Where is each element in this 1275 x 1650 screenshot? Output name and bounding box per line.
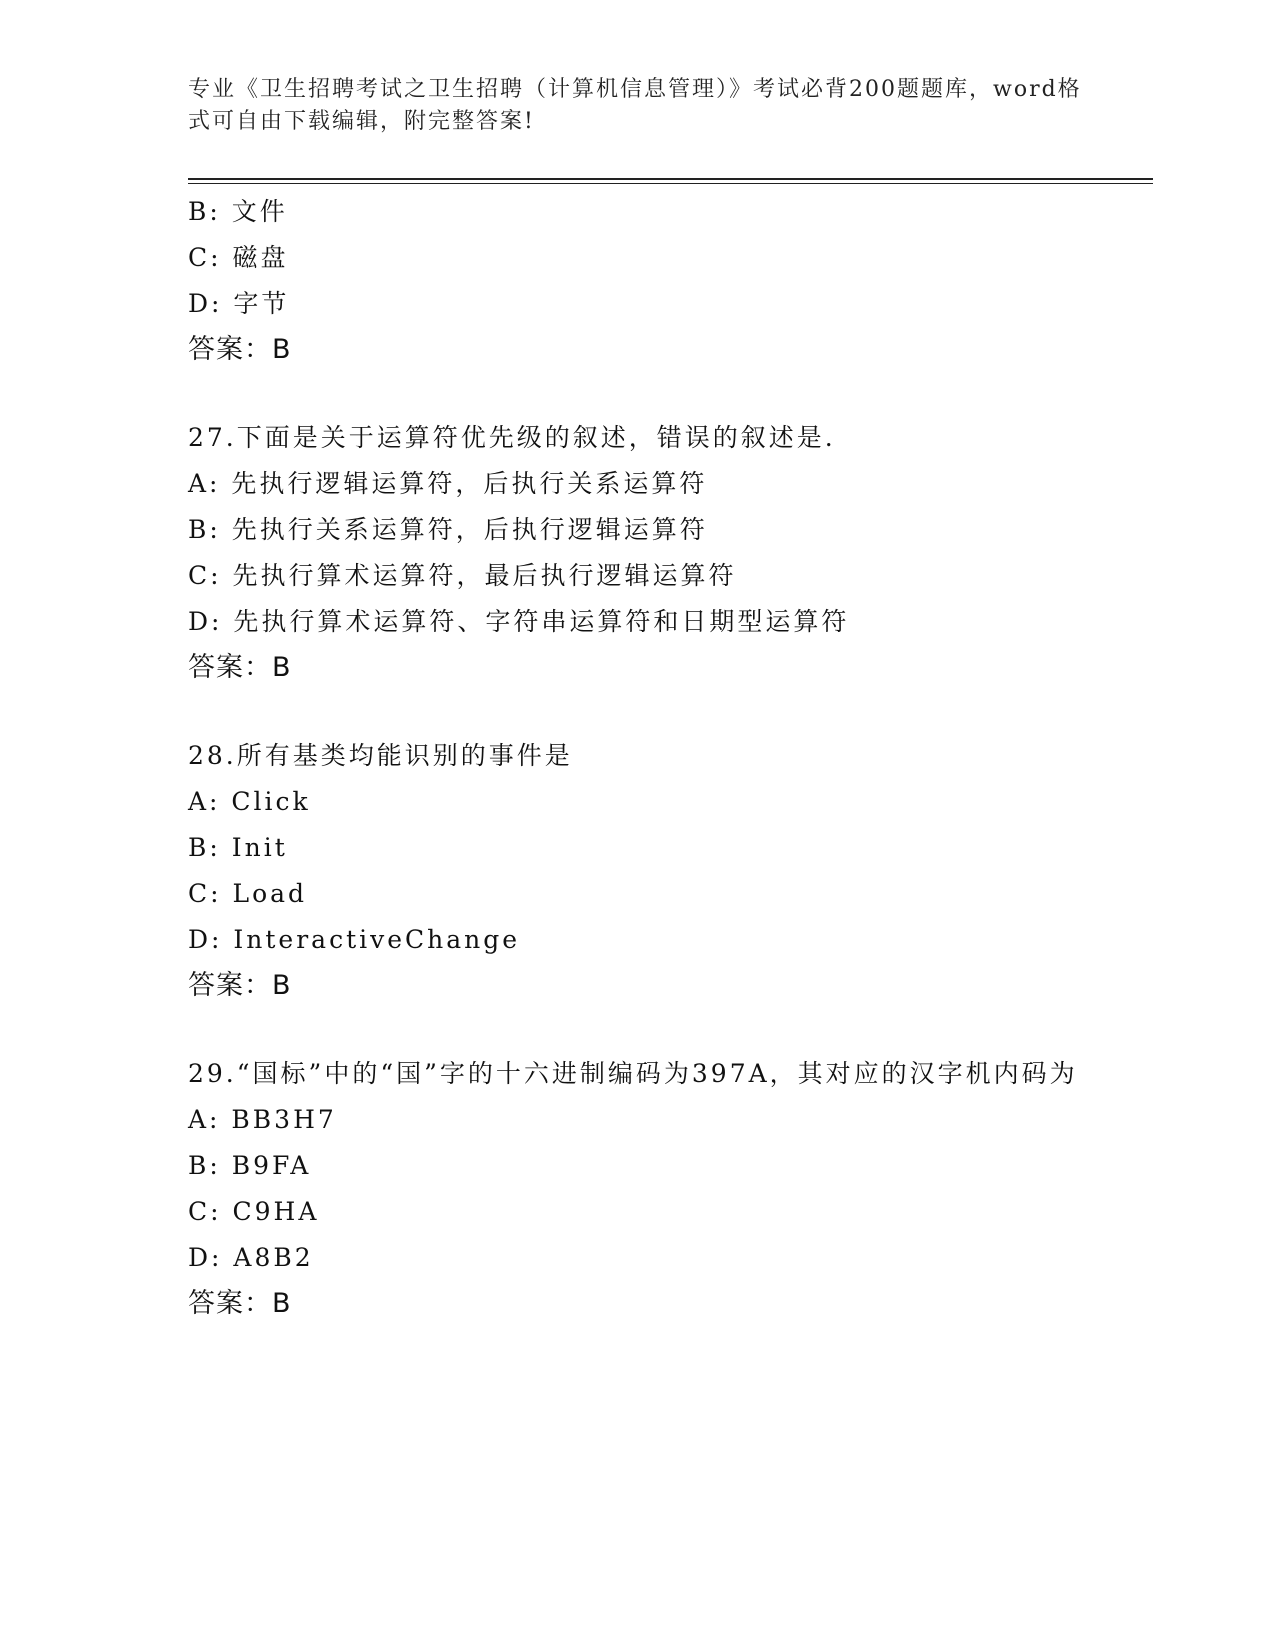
option-b: B: B9FA — [188, 1151, 312, 1180]
answer-line: 答案：B — [188, 1288, 292, 1319]
question-stem: 27.下面是关于运算符优先级的叙述，错误的叙述是. — [188, 423, 836, 452]
answer-line: 答案：B — [188, 652, 292, 683]
question-list — [188, 189, 1088, 1327]
option-a: A: BB3H7 — [188, 1105, 337, 1134]
document-header: 专业《卫生招聘考试之卫生招聘（计算机信息管理）》考试必背200题题库，word格式可自由下载编辑，附完整答案! — [188, 77, 1082, 134]
question-stem: 28.所有基类均能识别的事件是 — [188, 741, 573, 770]
option-b: B: Init — [188, 833, 288, 862]
answer-line: 答案：B — [188, 334, 292, 365]
question-27 — [188, 415, 1088, 691]
spacer — [188, 373, 1088, 415]
option-c: C: Load — [188, 879, 308, 908]
question-29 — [188, 1051, 1088, 1327]
question-26-continued — [188, 189, 1088, 373]
option-d: D: 先执行算术运算符、字符串运算符和日期型运算符 — [188, 607, 850, 636]
option-c: C: 先执行算术运算符，最后执行逻辑运算符 — [188, 561, 737, 590]
question-28 — [188, 733, 1088, 1009]
option-c: C: C9HA — [188, 1197, 320, 1226]
option-a: A: Click — [188, 787, 311, 816]
option-d: D: InteractiveChange — [188, 925, 521, 954]
answer-line: 答案：B — [188, 970, 292, 1001]
option-a: A: 先执行逻辑运算符，后执行关系运算符 — [188, 469, 708, 498]
header-divider-thick — [188, 178, 1153, 180]
option-b: B: 先执行关系运算符，后执行逻辑运算符 — [188, 515, 708, 544]
option-c: C: 磁盘 — [188, 243, 289, 272]
header-divider-thin — [188, 183, 1153, 184]
option-b: B: 文件 — [188, 197, 288, 226]
spacer — [188, 691, 1088, 733]
question-stem: 29.“国标”中的“国”字的十六进制编码为397A，其对应的汉字机内码为 — [188, 1059, 1078, 1088]
option-d: D: 字节 — [188, 289, 290, 318]
spacer — [188, 1009, 1088, 1051]
option-d: D: A8B2 — [188, 1243, 314, 1272]
